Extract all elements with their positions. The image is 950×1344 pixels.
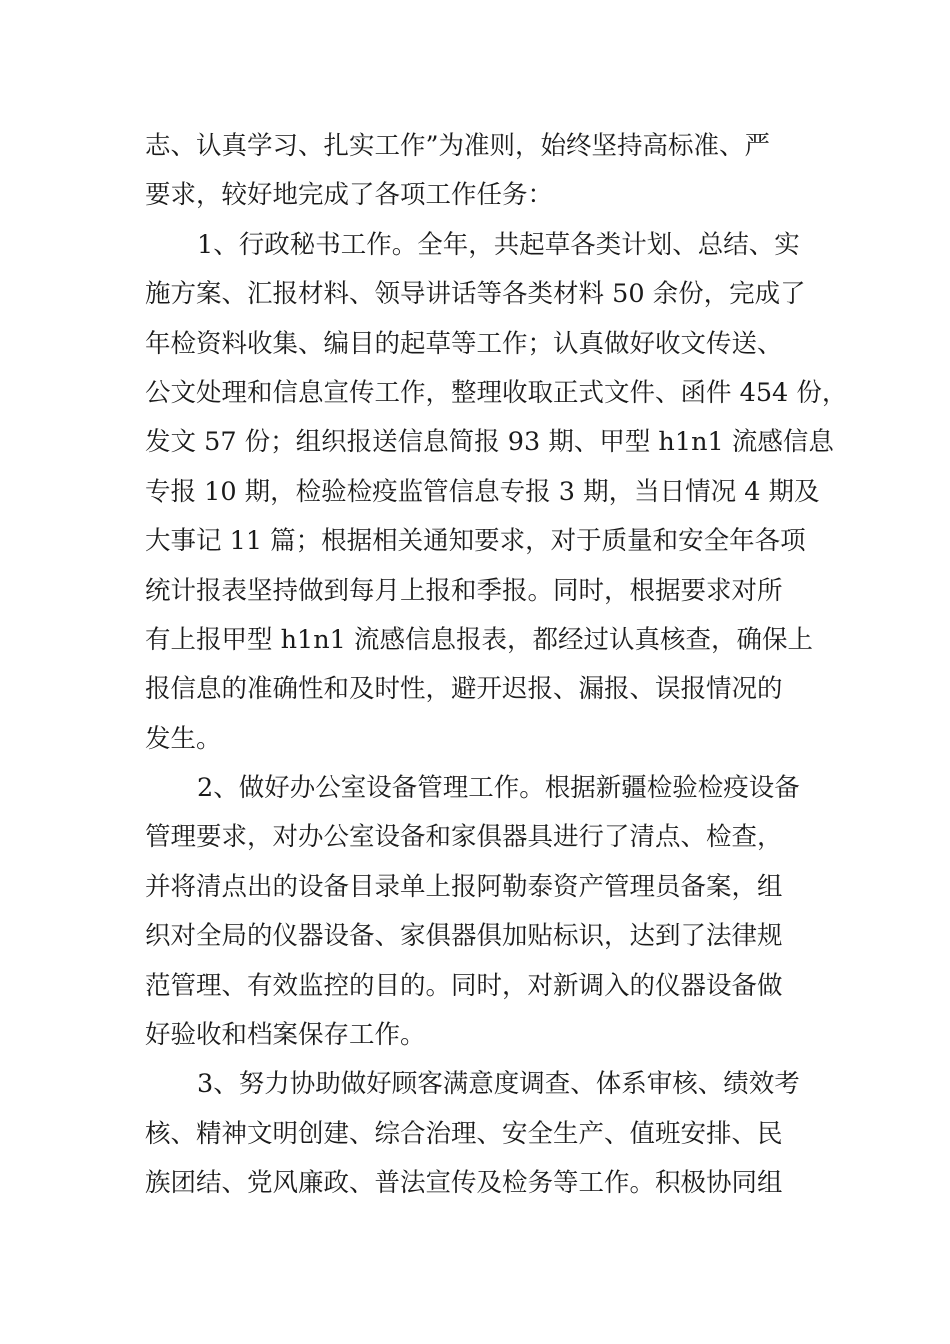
text-line: 报信息的准确性和及时性，避开迟报、漏报、误报情况的	[145, 674, 783, 705]
text-line: 有上报甲型 h1n1 流感信息报表，都经过认真核查，确保上	[145, 624, 814, 655]
paragraph-first-line: 3、努力协助做好顾客满意度调查、体系审核、绩效考	[197, 1069, 800, 1100]
text-line: 好验收和档案保存工作。	[145, 1020, 426, 1051]
paragraph-first-line: 1、行政秘书工作。全年，共起草各类计划、总结、实	[197, 229, 800, 260]
text-line: 施方案、汇报材料、领导讲话等各类材料 50 余份，完成了	[145, 279, 806, 310]
text-line: 要求，较好地完成了各项工作任务：	[145, 180, 554, 211]
text-line: 发生。	[145, 723, 222, 754]
text-line: 大事记 11 篇；根据相关通知要求，对于质量和安全年各项	[145, 526, 806, 557]
text-line: 志、认真学习、扎实工作”为准则，始终坚持高标准、严	[145, 131, 771, 161]
text-line: 范管理、有效监控的目的。同时，对新调入的仪器设备做	[145, 970, 783, 1001]
text-line: 统计报表坚持做到每月上报和季报。同时，根据要求对所	[145, 575, 783, 606]
text-line: 并将清点出的设备目录单上报阿勒泰资产管理员备案，组	[145, 871, 783, 902]
text-line: 管理要求，对办公室设备和家俱器具进行了清点、检查，	[145, 822, 783, 853]
text-line: 核、精神文明创建、综合治理、安全生产、值班安排、民	[145, 1118, 783, 1149]
paragraph-first-line: 2、做好办公室设备管理工作。根据新疆检验检疫设备	[197, 773, 800, 804]
text-line: 年检资料收集、编目的起草等工作；认真做好收文传送、	[145, 328, 783, 359]
text-line: 族团结、党风廉政、普法宣传及检务等工作。积极协同组	[145, 1168, 783, 1199]
text-line: 织对全局的仪器设备、家俱器俱加贴标识，达到了法律规	[145, 921, 783, 952]
document-body	[145, 122, 848, 1209]
text-line: 公文处理和信息宣传工作，整理收取正式文件、函件 454 份，	[145, 377, 848, 408]
text-line: 发文 57 份；组织报送信息简报 93 期、甲型 h1n1 流感信息	[145, 427, 834, 458]
text-line: 专报 10 期，检验检疫监管信息专报 3 期，当日情况 4 期及	[145, 476, 820, 507]
